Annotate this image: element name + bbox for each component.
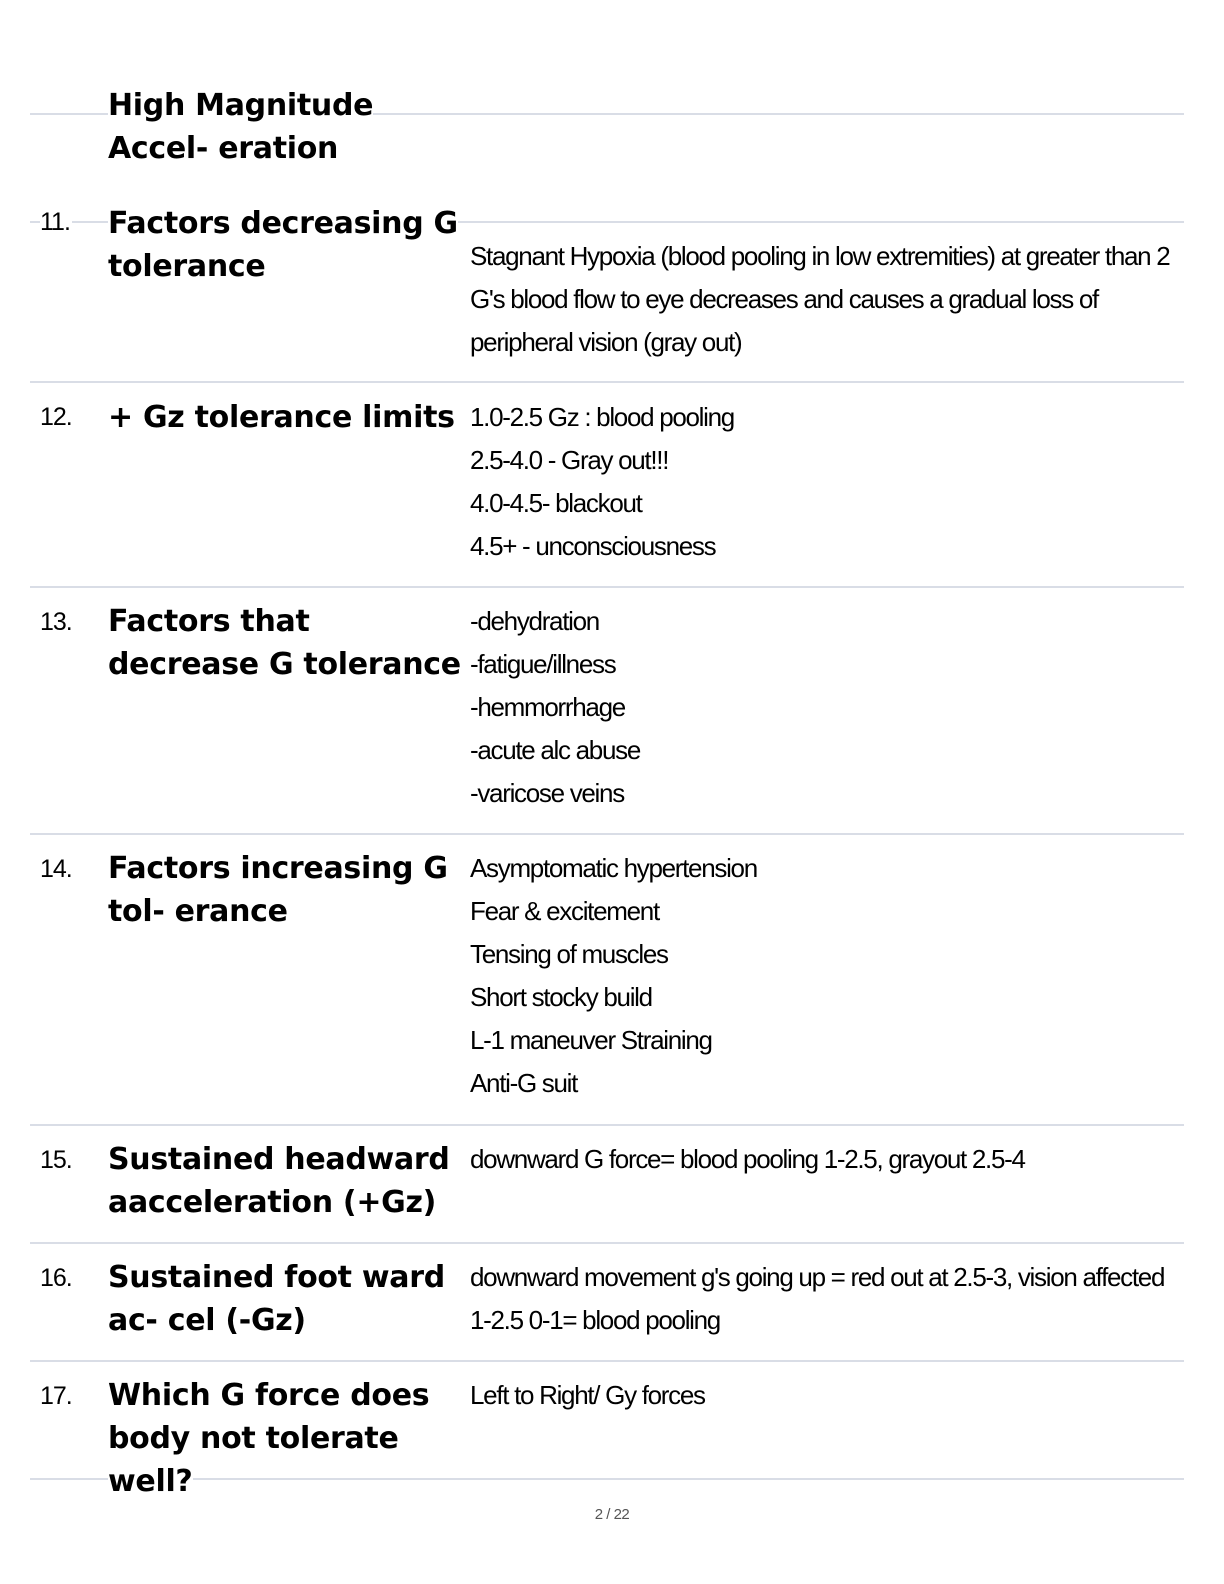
- card-definition: [470, 396, 1190, 568]
- card-term: [108, 202, 468, 288]
- divider: [30, 1360, 1184, 1362]
- card-number: 11.: [40, 208, 70, 236]
- card-term: [108, 600, 468, 686]
- definition-line: -acute alc abuse: [470, 735, 640, 765]
- definition-line: Short stocky build: [470, 982, 652, 1012]
- definition-line: Tensing of muscles: [470, 939, 668, 969]
- definition-line: 4.5+ - unconsciousness: [470, 531, 716, 561]
- definition-line: -hemmorrhage: [470, 692, 625, 722]
- card-number: 14.: [40, 855, 72, 883]
- definition-line: downward movement g's going up = red out at 2.5-3, vision affected: [470, 1262, 1165, 1292]
- definition-line: Stagnant Hypoxia (blood pooling in low extremities) at greater than 2 G's blood flow to eye decreases and causes a gradual loss of peripheral vision (gray out): [470, 241, 1170, 357]
- definition-line: -dehydration: [470, 606, 599, 636]
- divider: [30, 1124, 1184, 1126]
- card-term: [108, 1374, 468, 1503]
- card-number: 17.: [40, 1382, 72, 1410]
- divider: [30, 833, 1184, 835]
- card-definition: [470, 600, 1190, 815]
- card-term-text: Factors increasing G tol- erance: [108, 851, 448, 929]
- definition-line: Fear & excitement: [470, 896, 659, 926]
- card-definition: [470, 1138, 1190, 1181]
- card-term: [108, 1256, 468, 1342]
- card-number: 15.: [40, 1146, 72, 1174]
- card-term-text: Factors that decrease G tolerance: [108, 604, 461, 682]
- page-indicator: 2 / 22: [594, 1506, 630, 1523]
- card-definition: [470, 235, 1170, 364]
- definition-line: -fatigue/illness: [470, 649, 616, 679]
- definition-line: Asymptomatic hypertension: [470, 853, 757, 883]
- card-term: [108, 847, 468, 933]
- divider: [30, 381, 1184, 383]
- card-definition: [470, 1374, 1190, 1417]
- card-number: 16.: [40, 1264, 72, 1292]
- definition-line: L-1 maneuver Straining: [470, 1025, 712, 1055]
- definition-line: 1-2.5 0-1= blood pooling: [470, 1305, 720, 1335]
- card-definition: [470, 1256, 1190, 1342]
- card-number: 12.: [40, 403, 72, 431]
- card-term-text: Sustained foot ward ac- cel (-Gz): [108, 1260, 445, 1338]
- definition-line: -varicose veins: [470, 778, 624, 808]
- card-term: [108, 1138, 468, 1224]
- divider: [30, 1242, 1184, 1244]
- definition-line: downward G force= blood pooling 1-2.5, grayout 2.5-4: [470, 1144, 1025, 1174]
- card-term-text: Sustained headward aacceleration (+Gz): [108, 1142, 450, 1220]
- card-term: [108, 396, 468, 439]
- divider: [30, 586, 1184, 588]
- card-term-text: + Gz tolerance limits: [108, 400, 455, 435]
- card-definition: [470, 847, 1190, 1105]
- section-heading-text: High Magnitude Accel- eration: [108, 88, 374, 166]
- definition-line: Left to Right/ Gy forces: [470, 1380, 705, 1410]
- section-heading: [108, 84, 468, 170]
- definition-line: 4.0-4.5- blackout: [470, 488, 642, 518]
- definition-line: Anti-G suit: [470, 1068, 578, 1098]
- card-term-text: Factors decreasing G tolerance: [108, 206, 458, 284]
- card-term-text: Which G force does body not tolerate well?: [108, 1378, 430, 1499]
- card-number: 13.: [40, 608, 72, 636]
- definition-line: 1.0-2.5 Gz : blood pooling: [470, 402, 734, 432]
- definition-line: 2.5-4.0 - Gray out!!!: [470, 445, 669, 475]
